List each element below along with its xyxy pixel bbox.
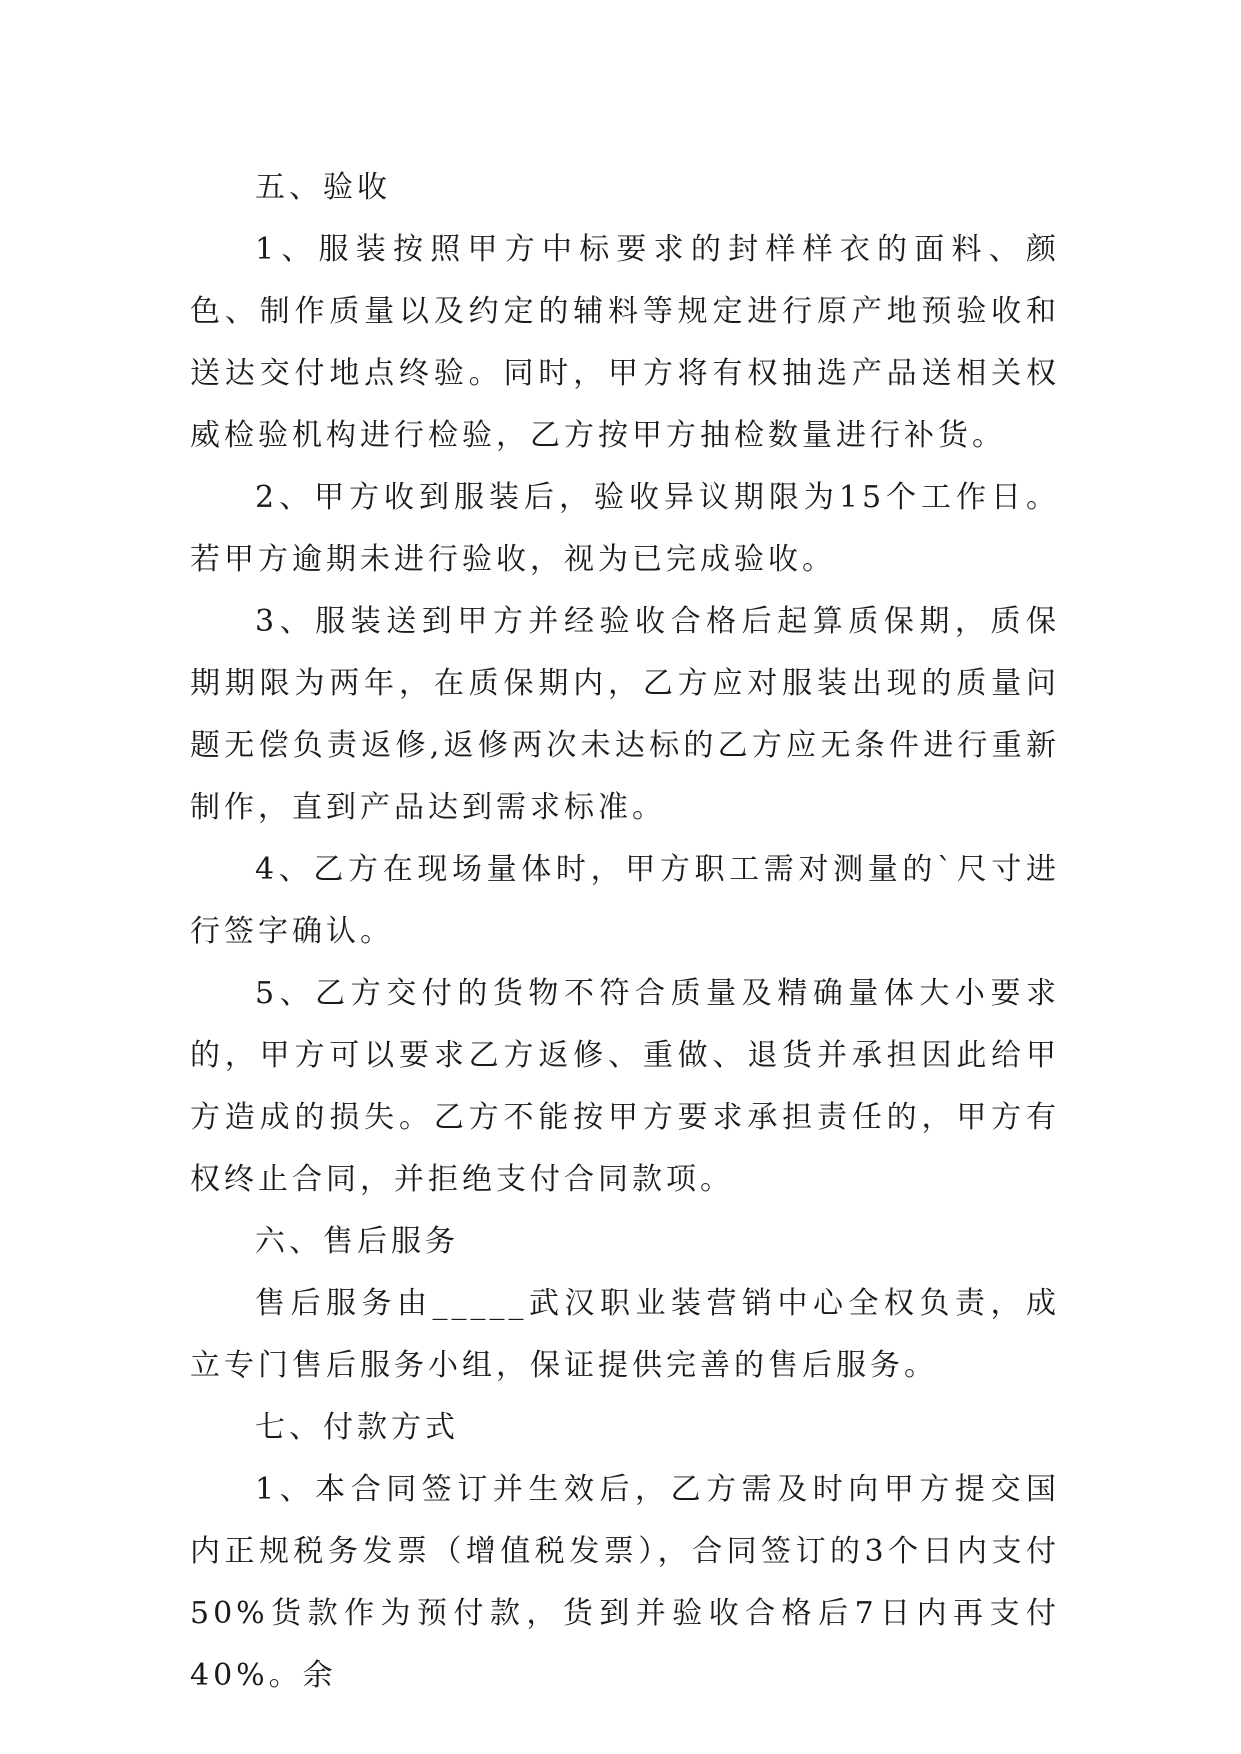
acceptance-clause-5: 5、乙方交付的货物不符合质量及精确量体大小要求的，甲方可以要求乙方返修、重做、退货并承担因此给甲方造成的损失。乙方不能按甲方要求承担责任的，甲方有权终止合同，并拒绝支付合同款项。 — [190, 976, 1060, 1197]
payment-clause-1: 1、本合同签订并生效后，乙方需及时向甲方提交国内正规税务发票（增值税发票），合同签订的3个日内支付50%货款作为预付款，货到并验收合格后7日内再支付40%。余 — [190, 1472, 1060, 1693]
document-body — [190, 157, 1060, 1707]
after-sales-paragraph: 售后服务由_____武汉职业装营销中心全权负责，成立专门售后服务小组，保证提供完善的售后服务。 — [190, 1286, 1060, 1383]
section-heading-after-sales: 六、售后服务 — [255, 1224, 459, 1259]
section-heading-payment: 七、付款方式 — [255, 1410, 459, 1445]
section-heading-acceptance: 五、验收 — [255, 170, 391, 205]
acceptance-clause-1: 1、服装按照甲方中标要求的封样样衣的面料、颜色、制作质量以及约定的辅料等规定进行原产地预验收和送达交付地点终验。同时，甲方将有权抽选产品送相关权威检验机构进行检验，乙方按甲方抽检数量进行补货。 — [190, 232, 1060, 453]
acceptance-clause-2: 2、甲方收到服装后，验收异议期限为15个工作日。若甲方逾期未进行验收，视为已完成验收。 — [190, 480, 1060, 577]
acceptance-clause-4: 4、乙方在现场量体时，甲方职工需对测量的`尺寸进行签字确认。 — [190, 852, 1060, 949]
acceptance-clause-3: 3、服装送到甲方并经验收合格后起算质保期，质保期期限为两年，在质保期内，乙方应对服装出现的质量问题无偿负责返修,返修两次未达标的乙方应无条件进行重新制作，直到产品达到需求标准。 — [190, 604, 1060, 825]
